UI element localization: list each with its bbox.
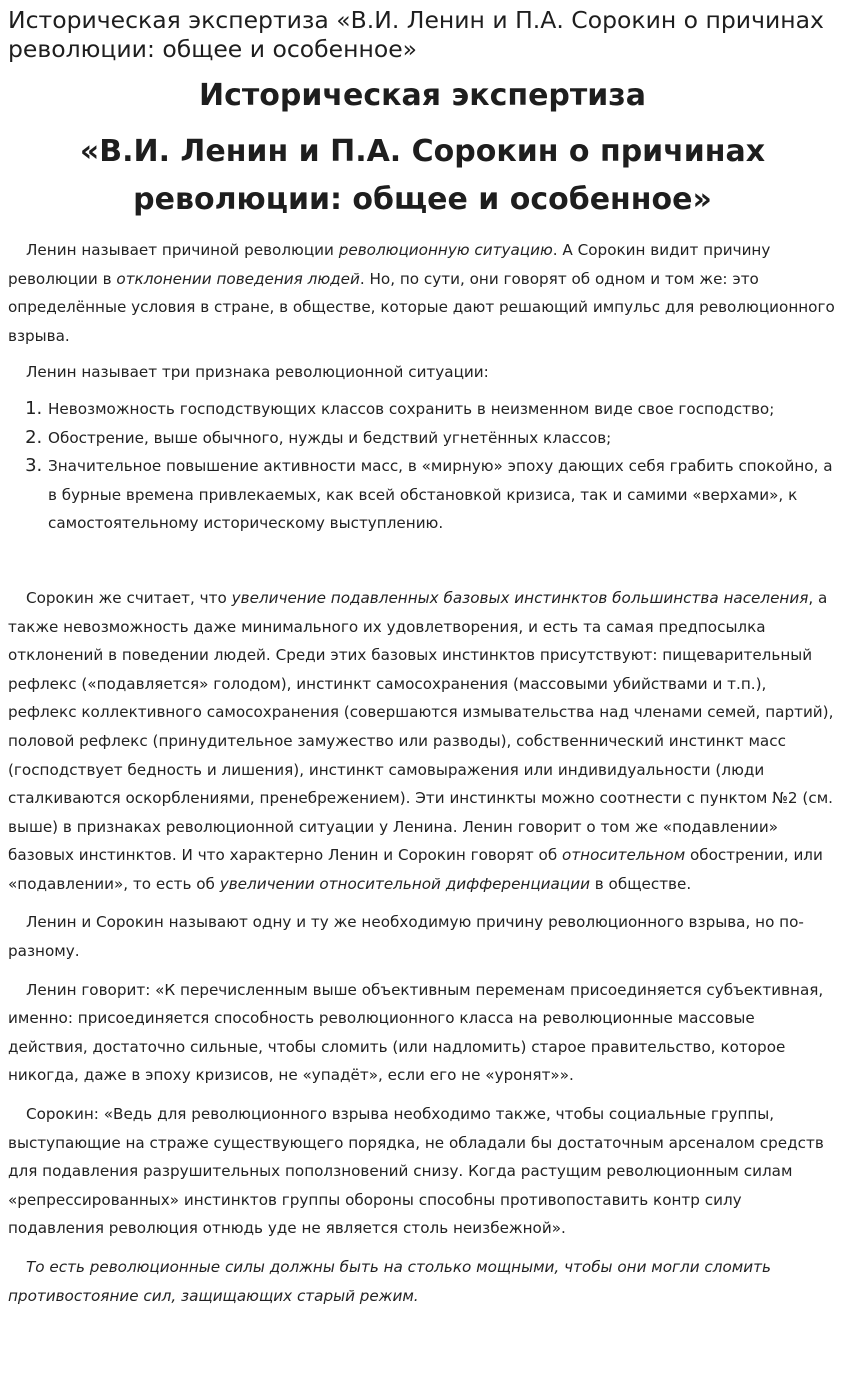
- p3-text-e: обострении, или «подавлении», то есть об: [8, 846, 823, 893]
- list-item: 1. Невозможность господствующих классов сохранить в неизменном виде свое господство;: [48, 395, 837, 424]
- document-title: Историческая экспертиза «В.И. Ленин и П.А. Сорокин о причинах революции: общее и особенное»: [8, 6, 824, 63]
- list-item: 3. Значительное повышение активности масс, в «мирную» эпоху дающих себя грабить спокойно, а в бурные времена привлекаемых, как всей обстановкой кризиса, так и самими «верхами», к самостоятельному историческому выступлению.: [48, 452, 837, 538]
- p1-text-a: Ленин называет причиной революции: [26, 241, 339, 259]
- p3-emphasis-relative: относительном: [562, 846, 686, 865]
- paragraph-6: Сорокин: «Ведь для революционного взрыва необходимо также, чтобы социальные группы, выступающие на страже существующего порядка, не обладали бы достаточным арсеналом средств для подавления разрушительных поползновений снизу. Когда растущим революционным силам «репрессированных» инстинктов группы обороны способны противопоставить контр силу подавления революция отнюдь уде не является столь неизбежной».: [8, 1105, 824, 1238]
- p3-emphasis-suppressed-instincts: увеличение подавленных базовых инстинктов большинства населения: [231, 588, 809, 607]
- p1-text-c: . А Сорокин видит причину революции в: [8, 241, 771, 288]
- spacer: [8, 538, 837, 584]
- p1-emphasis-deviation: отклонении поведения людей: [116, 269, 360, 288]
- paragraph-2: Ленин называет три признака революционной ситуации:: [26, 363, 489, 382]
- paragraph-4: Ленин и Сорокин называют одну и ту же необходимую причину революционного взрыва, но по-разному.: [8, 913, 804, 961]
- paragraph-7: [8, 1253, 837, 1310]
- p1-text-e: . Но, по сути, они говорят об одном и том же: это определённые условия в стране, в обществе, которые дают решающий импульс для революционного взрыва.: [8, 269, 835, 345]
- p7-emphasis-conclusion: То есть революционные силы должны быть на столько мощными, чтобы они могли сломить противостояние сил, защищающих старый режим.: [8, 1258, 771, 1305]
- criteria-list: [8, 395, 837, 538]
- list-item: 2. Обострение, выше обычного, нужды и бедствий угнетённых классов;: [48, 424, 837, 453]
- heading-block: [8, 72, 837, 224]
- paragraph-5: Ленин говорит: «К перечисленным выше объективным переменам присоединяется субъективная, именно: присоединяется способность революционного класса на революционные массовые действия, достаточно сильные, чтобы сломить (или надломить) старое правительство, которое никогда, даже в эпоху кризисов, не «упадёт», если его не «уронят»».: [8, 980, 824, 1085]
- paragraph-1: [8, 236, 837, 350]
- heading-line-1: Историческая экспертиза: [199, 78, 646, 113]
- p1-emphasis-revolutionary-situation: революционную ситуацию: [338, 241, 553, 259]
- p3-emphasis-differentiation: увеличении относительной дифференциации: [219, 874, 590, 893]
- p3-text-a: Сорокин же считает, что: [26, 588, 232, 607]
- p3-text-c: , а также невозможность даже минимального их удовлетворения, и есть та самая предпосылка отклонений в поведении людей. Среди этих базовых инстинктов присутствуют: пищеварительный рефлекс («подавляется» голодом), инстинкт самосохранения (массовыми убийствами и т.п.), рефлекс коллективного самосохранения (совершаются измывательства над членами семей, партий), половой рефлекс (принудительное замужество или разводы), собственнический инстинкт масс (господствует бедность и лишения), инстинкт самовыражения или индивидуальности (люди сталкиваются оскорблениями, пренебрежением). Эти инстинкты можно соотнести с пунктом №2 (см. выше) в признаках революционной ситуации у Ленина. Ленин говорит о том же «подавлении» базовых инстинктов. И что характерно Ленин и Сорокин говорят об: [8, 588, 834, 865]
- paragraph-3: [8, 584, 837, 899]
- p3-text-g: в обществе.: [589, 874, 692, 893]
- heading-line-2: «В.И. Ленин и П.А. Сорокин о причинах революции: общее и особенное»: [79, 134, 766, 217]
